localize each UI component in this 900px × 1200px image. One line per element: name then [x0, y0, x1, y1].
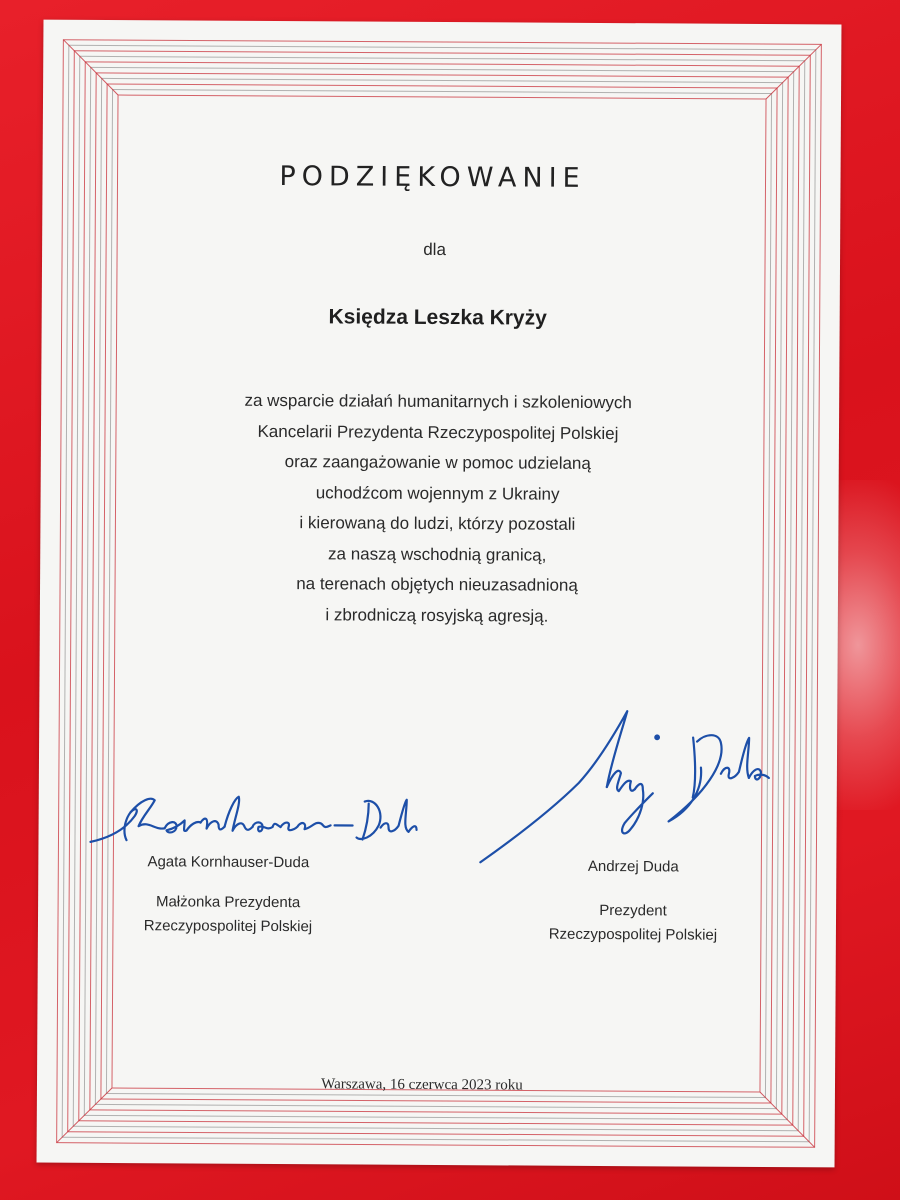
certificate-content	[37, 20, 842, 1168]
signatory-role: Rzeczypospolitej Polskiej	[143, 917, 313, 936]
citation-line: za naszą wschodnią granicą,	[328, 543, 547, 565]
citation-line: oraz zaangażowanie w pomoc udzielaną	[284, 452, 591, 473]
signatory-role: Rzeczypospolitej Polskiej	[548, 925, 718, 944]
place-and-date: Warszawa, 16 czerwca 2023 roku	[321, 1076, 523, 1094]
citation-line: i kierowaną do ludzi, którzy pozostali	[299, 513, 576, 534]
signatory-name: Agata Kornhauser-Duda	[147, 853, 310, 872]
recipient-name: Księdza Leszka Kryży	[328, 305, 547, 330]
citation-line: Kancelarii Prezydenta Rzeczypospolitej Polskiej	[257, 421, 619, 443]
certificate-title: PODZIĘKOWANIE	[279, 161, 586, 194]
citation-text	[40, 385, 835, 634]
preposition-text: dla	[423, 239, 447, 260]
citation-line: na terenach objętych nieuzasadnioną	[296, 574, 578, 595]
signatory-name: Andrzej Duda	[587, 857, 679, 876]
signatory-role: Prezydent	[599, 901, 667, 920]
signature-andrzej-duda	[468, 692, 779, 879]
citation-line: i zbrodniczą rosyjską agresją.	[325, 604, 549, 626]
citation-line: uchodźcom wojennym z Ukrainy	[315, 482, 560, 504]
citation-line: za wsparcie działań humanitarnych i szkoleniowych	[244, 390, 632, 413]
certificate-sheet	[37, 20, 842, 1168]
signatory-right	[483, 854, 784, 948]
signatory-role: Małżonka Prezydenta	[155, 893, 301, 912]
signatory-left	[78, 850, 379, 940]
